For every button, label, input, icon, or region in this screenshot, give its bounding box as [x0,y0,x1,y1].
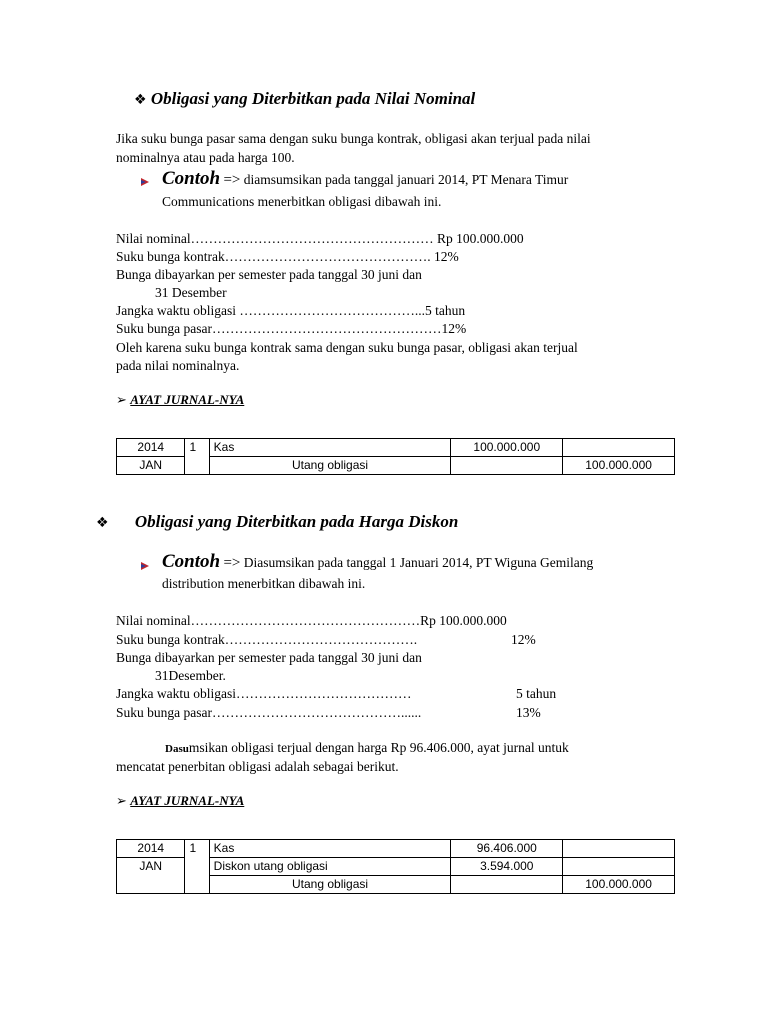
detail-desember: 31Desember. [155,668,226,683]
arrowhead-bullet-icon: ➢ [116,393,127,408]
journal-account: Utang obligasi [209,876,451,894]
detail-desember: 31 Desember [155,285,227,300]
section1-contoh-line [162,168,568,190]
journal-table-2 [116,839,675,894]
journal-debit: 3.594.000 [451,858,563,876]
journal-credit [563,858,675,876]
section1-intro-line1: Jika suku bunga pasar sama dengan suku bunga kontrak, obligasi akan terjual pada nilai [116,131,591,146]
journal-debit: 100.000.000 [451,439,563,457]
detail-suku-bunga-pasar-value: 13% [516,705,541,720]
journal-credit [563,439,675,457]
conclusion-line2: pada nilai nominalnya. [116,358,240,373]
contoh-label: Contoh [162,551,221,572]
note-line1 [165,738,569,759]
section2-title: Obligasi yang Diterbitkan pada Harga Diskon [134,512,459,531]
arrow-bullet-icon [140,176,152,192]
section1-contoh-line2: Communications menerbitkan obligasi dibawah ini. [162,194,442,209]
contoh-arrow: => [223,172,241,188]
journal-account: Utang obligasi [209,457,451,475]
detail-jangka-waktu-value: 5 tahun [516,686,557,701]
contoh-arrow: => [223,555,241,571]
journal-debit [451,876,563,894]
detail-suku-bunga-kontrak: Suku bunga kontrak………………………………………. 12% [116,249,459,264]
journal-debit: 96.406.000 [451,840,563,858]
journal-account: Diskon utang obligasi [209,858,451,876]
section2-contoh-line [162,551,593,573]
detail-suku-bunga-pasar: Suku bunga pasar……………………………………………12% [116,321,467,336]
section1-title: Obligasi yang Diterbitkan pada Nilai Nominal [150,89,476,108]
journal-month: JAN [117,457,185,475]
journal-credit: 100.000.000 [563,876,675,894]
journal-month: JAN [117,858,185,894]
section2-heading [96,512,458,532]
arrowhead-bullet-icon: ➢ [116,794,127,809]
detail-suku-bunga-pasar: Suku bunga pasar……………………………………...... [116,705,422,720]
section1-heading [134,89,475,109]
journal-year: 2014 [117,840,185,858]
ayat-label: AYAT JURNAL-NYA [130,793,245,808]
detail-bunga-dibayarkan: Bunga dibayarkan per semester pada tanggal 30 juni dan [116,267,422,282]
journal-account: Kas [209,439,451,457]
section1-ayat-heading [116,392,244,408]
section2-ayat-heading [116,793,244,809]
table-row [117,439,675,457]
journal-credit [563,840,675,858]
note-prefix: Dasu [165,743,189,755]
journal-debit [451,457,563,475]
note-text: msikan obligasi terjual dengan harga Rp 96.406.000, ayat jurnal untuk [188,740,569,755]
ayat-label: AYAT JURNAL-NYA [130,392,245,407]
journal-credit: 100.000.000 [563,457,675,475]
detail-nilai-nominal: Nilai nominal……………………………………………… Rp 100.000.000 [116,231,524,246]
journal-day: 1 [185,439,209,475]
diamond-bullet-icon: ❖ [96,515,109,531]
contoh-text: Diasumsikan pada tanggal 1 Januari 2014, PT Wiguna Gemilang [243,555,594,570]
detail-suku-bunga-kontrak: Suku bunga kontrak……………………………………. [116,632,418,647]
contoh-label: Contoh [162,168,221,189]
detail-jangka-waktu: Jangka waktu obligasi………………………………… [116,686,412,701]
detail-nilai-nominal: Nilai nominal……………………………………………Rp 100.000.000 [116,613,507,628]
conclusion-line1: Oleh karena suku bunga kontrak sama dengan suku bunga pasar, obligasi akan terjual [116,340,578,355]
diamond-bullet-icon: ❖ [134,92,147,108]
section1-intro-line2: nominalnya atau pada harga 100. [116,150,295,165]
journal-day: 1 [185,840,209,894]
journal-account: Kas [209,840,451,858]
arrow-bullet-icon [140,560,152,576]
section2-contoh-line2: distribution menerbitkan dibawah ini. [162,576,366,591]
detail-suku-bunga-kontrak-value: 12% [511,632,536,647]
table-row [117,840,675,858]
journal-year: 2014 [117,439,185,457]
contoh-text: diamsumsikan pada tanggal januari 2014, PT Menara Timur [243,172,569,187]
detail-jangka-waktu: Jangka waktu obligasi …………………………………...5 tahun [116,303,466,318]
detail-bunga-dibayarkan: Bunga dibayarkan per semester pada tanggal 30 juni dan [116,650,422,665]
journal-table-1 [116,438,675,475]
note-line2: mencatat penerbitan obligasi adalah sebagai berikut. [116,759,399,774]
